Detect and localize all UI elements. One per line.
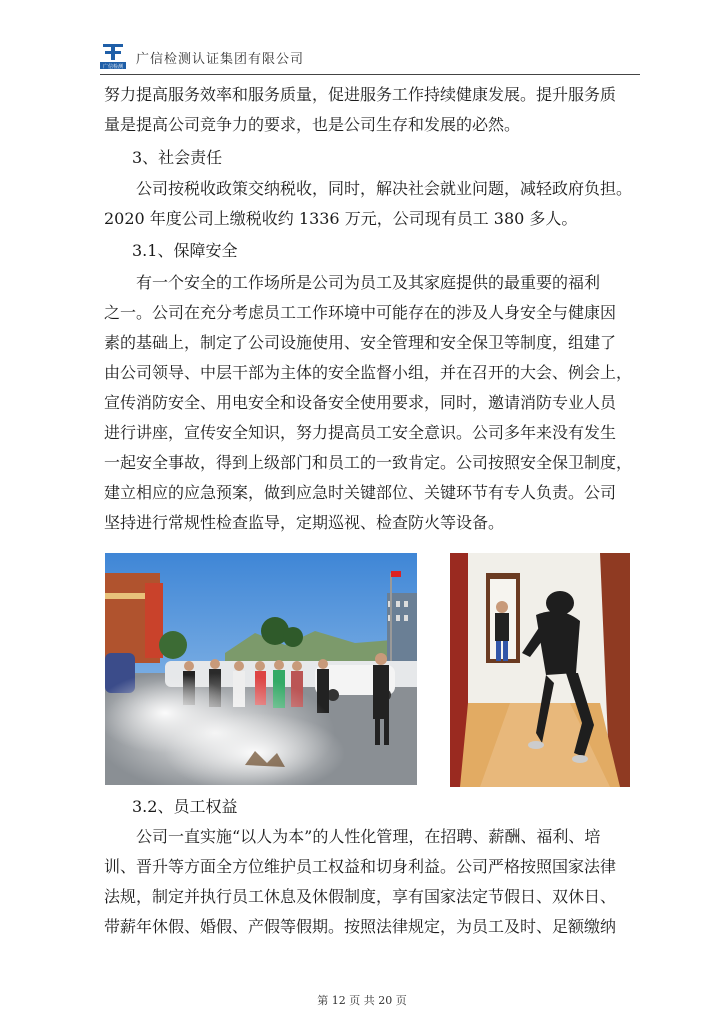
company-name: 广信检测认证集团有限公司	[136, 52, 305, 67]
text-line: 由公司领导、中层干部为主体的安全监督小组，并在召开的大会、例会上，	[104, 363, 633, 382]
paragraph-employee-rights	[104, 822, 640, 942]
header-rule	[100, 74, 640, 75]
company-logo-icon	[100, 42, 126, 70]
paragraph-tax	[104, 174, 640, 234]
paragraph-service-quality	[104, 80, 640, 140]
text-line: 2020 年度公司上缴税收约 1336 万元，公司现有员工 380 多人。	[104, 209, 578, 228]
fire-drill-photo	[105, 553, 417, 785]
text-line: 带薪年休假、婚假、产假等假期。按照法律规定，为员工及时、足额缴纳	[104, 917, 617, 936]
text-line: 素的基础上，制定了公司设施使用、安全管理和安全保卫等制度，组建了	[104, 333, 617, 352]
text-line: 努力提高服务效率和服务质量，促进服务工作持续健康发展。提升服务质	[104, 85, 617, 104]
logo-text: 广信检测	[102, 64, 124, 70]
text-line: 公司按税收政策交纳税收，同时，解决社会就业问题，减轻政府负担。	[104, 179, 633, 198]
text-line: 有一个安全的工作场所是公司为员工及其家庭提供的最重要的福利	[104, 273, 601, 292]
section-heading-safety: 3.1、保障安全	[132, 241, 238, 260]
text-line: 坚持进行常规性检查监导，定期巡视、检查防火等设备。	[104, 513, 505, 532]
text-line: 一起安全事故，得到上级部门和员工的一致肯定。公司按照安全保卫制度，	[104, 453, 633, 472]
text-line: 训、晋升等方面全方位维护员工权益和切身利益。公司严格按照国家法律	[104, 857, 617, 876]
text-line: 进行讲座，宣传安全知识，努力提高员工安全意识。公司多年来没有发生	[104, 423, 617, 442]
text-line: 宣传消防安全、用电安全和设备安全使用要求，同时，邀请消防专业人员	[104, 393, 617, 412]
paragraph-safety	[104, 268, 640, 538]
page-number: 第 12 页 共 20 页	[317, 994, 407, 1007]
page-header	[100, 40, 640, 74]
text-line: 公司一直实施“以人为本”的人性化管理，在招聘、薪酬、福利、培	[104, 827, 601, 846]
section-heading-employee-rights: 3.2、员工权益	[132, 797, 238, 816]
text-line: 之一。公司在充分考虑员工工作环境中可能存在的涉及人身安全与健康因	[104, 303, 617, 322]
text-line: 法规，制定并执行员工休息及休假制度，享有国家法定节假日、双休日、	[104, 887, 617, 906]
evacuation-drill-photo-image	[450, 553, 630, 787]
fire-drill-photo-image	[105, 553, 417, 785]
section-heading-social-responsibility: 3、社会责任	[132, 148, 223, 167]
text-line: 量是提高公司竞争力的要求，也是公司生存和发展的必然。	[104, 115, 521, 134]
evacuation-drill-photo	[450, 553, 630, 787]
text-line: 建立相应的应急预案，做到应急时关键部位、关键环节有专人负责。公司	[104, 483, 617, 502]
